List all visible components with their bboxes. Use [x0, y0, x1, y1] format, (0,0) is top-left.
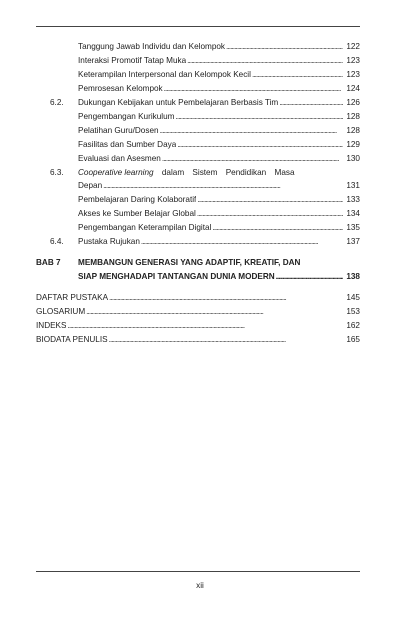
toc-entry-page: 162 [346, 321, 360, 330]
toc-entry[interactable] [78, 41, 360, 52]
toc-entry-page: 131 [346, 181, 360, 190]
toc-entry[interactable] [78, 83, 360, 94]
toc-entry-title: Dukungan Kebijakan untuk Pembelajaran Berbasis Tim [78, 98, 279, 107]
toc-entry-title: Pengembangan Kurikulum [78, 112, 175, 121]
toc-entry-page: 128 [346, 112, 360, 121]
toc-entry-page: 130 [346, 154, 360, 163]
section-number: 6.2. [50, 98, 64, 107]
toc-entry[interactable] [78, 69, 360, 80]
dot-leader [187, 55, 343, 66]
toc-entry[interactable] [78, 125, 360, 136]
toc-entry[interactable] [78, 97, 360, 108]
footer-rule [36, 571, 360, 572]
dot-leader [103, 180, 343, 191]
toc-entry-title: GLOSARIUM [36, 307, 86, 316]
chapter-title-text: SIAP MENGHADAPI TANTANGAN DUNIA MODERN [78, 272, 275, 281]
page-number: xii [196, 581, 204, 590]
toc-entry-title-rest: dalam Sistem Pendidikan Masa [153, 168, 295, 177]
toc-entry-page: 126 [346, 98, 360, 107]
toc-entry-title: Pembelajaran Daring Kolaboratif [78, 195, 197, 204]
toc-entry-title: BIODATA PENULIS [36, 335, 108, 344]
toc-entry-title: Pustaka Rujukan [78, 237, 140, 246]
toc-entry-page: 165 [346, 335, 360, 344]
toc-entry-line1[interactable] [78, 167, 360, 178]
dot-leader [212, 222, 343, 233]
toc-entry[interactable] [78, 55, 360, 66]
toc-entry-page: 133 [346, 195, 360, 204]
toc-entry-title: Tanggung Jawab Individu dan Kelompok [78, 42, 226, 51]
dot-leader [141, 236, 343, 247]
toc-entry-page: 137 [346, 237, 360, 246]
dot-leader [176, 111, 344, 122]
toc-entry[interactable] [78, 111, 360, 122]
toc-entry-title: Evaluasi dan Asesmen [78, 154, 161, 163]
toc-entry-page: 135 [346, 223, 360, 232]
toc-entry-title: Fasilitas dan Sumber Daya [78, 140, 177, 149]
dot-leader [276, 271, 343, 282]
dot-leader [252, 69, 343, 80]
toc-entry[interactable] [78, 194, 360, 205]
dot-leader [197, 194, 343, 205]
chapter-entry[interactable] [78, 271, 360, 282]
toc-entry[interactable] [78, 236, 360, 247]
toc-entry-title-italic: Cooperative learning [78, 168, 154, 177]
header-rule [36, 26, 360, 27]
toc-entry-title: DAFTAR PUSTAKA [36, 293, 109, 302]
dot-leader [162, 153, 343, 164]
toc-entry-title-continued: Depan [78, 181, 103, 190]
chapter-label: BAB 7 [36, 258, 61, 267]
toc-entry-page: 124 [346, 84, 360, 93]
dot-leader [109, 334, 343, 345]
toc-entry-page: 138 [346, 272, 360, 281]
toc-entry[interactable] [78, 222, 360, 233]
toc-entry-page: 129 [346, 140, 360, 149]
toc-entry-title: INDEKS [36, 321, 67, 330]
toc-entry-page: 122 [346, 42, 360, 51]
chapter-title-line1[interactable] [78, 257, 360, 268]
toc-entry[interactable] [36, 320, 360, 331]
toc-entry[interactable] [36, 306, 360, 317]
toc-entry[interactable] [78, 139, 360, 150]
toc-entry[interactable] [78, 208, 360, 219]
toc-entry-page: 134 [346, 209, 360, 218]
toc-entry-page: 123 [346, 56, 360, 65]
dot-leader [197, 208, 343, 219]
section-number: 6.3. [50, 168, 64, 177]
toc-entry[interactable] [36, 334, 360, 345]
chapter-title-text: MEMBANGUN GENERASI YANG ADAPTIF, KREATIF, DAN [78, 258, 301, 267]
toc-entry-title: Keterampilan Interpersonal dan Kelompok Kecil [78, 70, 251, 79]
toc-entry-page: 153 [346, 307, 360, 316]
toc-entry-title: Interaksi Promotif Tatap Muka [78, 56, 187, 65]
toc-entry-title: Pelatihan Guru/Dosen [78, 126, 159, 135]
toc-entry-title: Pemrosesan Kelompok [78, 84, 163, 93]
toc-entry-page: 123 [346, 70, 360, 79]
toc-entry[interactable] [36, 292, 360, 303]
toc-entry-title: Pengembangan Keterampilan Digital [78, 223, 212, 232]
dot-leader [109, 292, 343, 303]
dot-leader [164, 83, 343, 94]
toc-entry-page: 128 [346, 126, 360, 135]
toc-entry[interactable] [78, 153, 360, 164]
toc-entry-page: 145 [346, 293, 360, 302]
dot-leader [160, 125, 343, 136]
dot-leader [86, 306, 343, 317]
dot-leader [177, 139, 343, 150]
dot-leader [226, 41, 343, 52]
toc-entry[interactable] [78, 180, 360, 191]
dot-leader [67, 320, 343, 331]
section-number: 6.4. [50, 237, 64, 246]
toc-entry-title: Akses ke Sumber Belajar Global [78, 209, 196, 218]
dot-leader [279, 97, 343, 108]
